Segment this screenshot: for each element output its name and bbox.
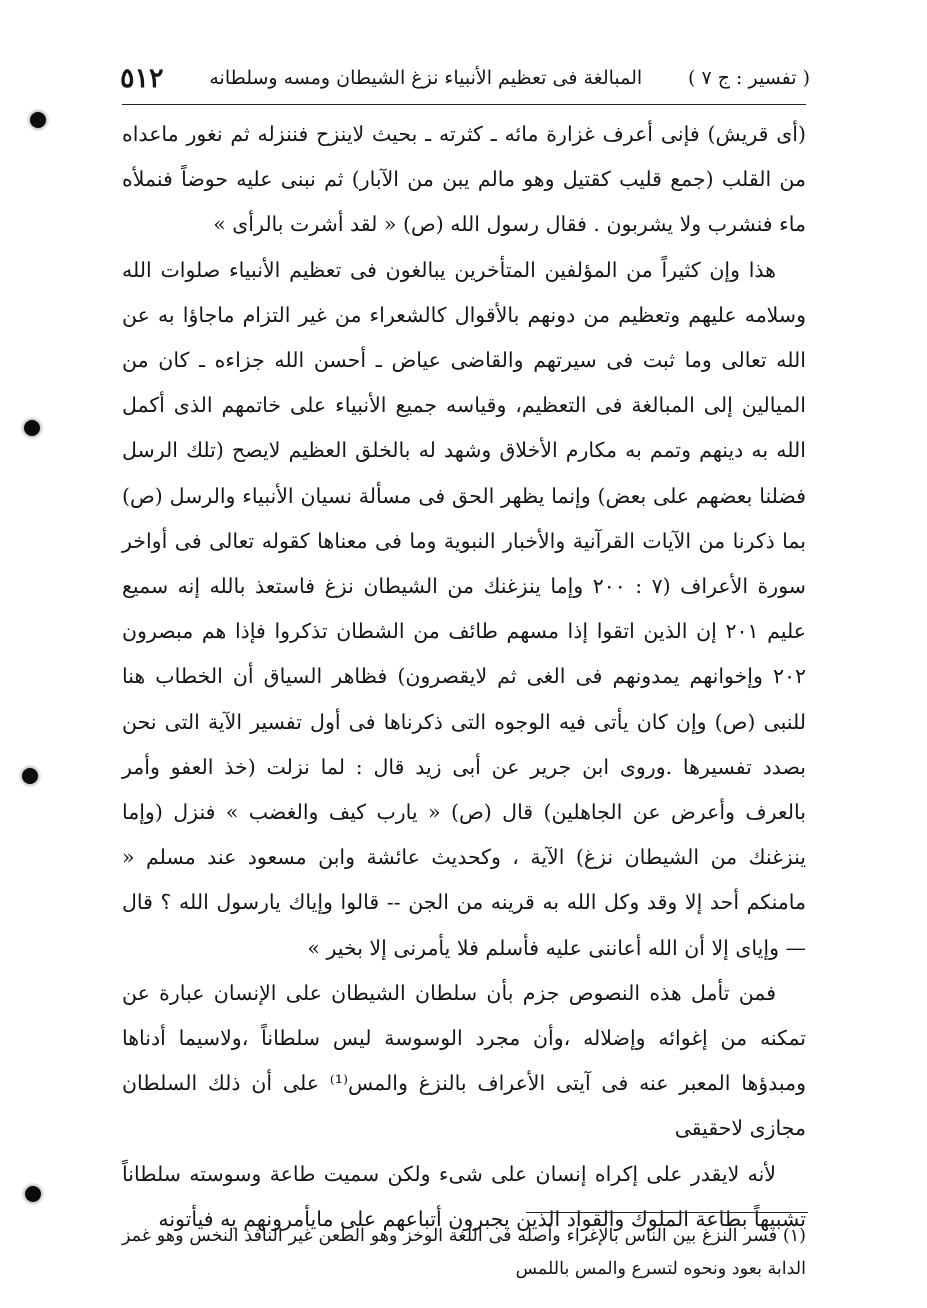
binding-hole-mark [25,1186,41,1202]
running-header [120,58,810,98]
main-text [122,112,806,1242]
page-number: ٥١٢ [120,62,164,94]
footnote: (١) فسر النزغ بين الناس بالإغراء وأصله فى اللغة الوخز وهو الطعن غير النافذ النخس وهو غمز الدابة بعود ونحوه لتسرع والمس باللمس [122,1226,806,1279]
paragraph-2: هذا وإن كثيراً من المؤلفين المتأخرين يبالغون فى تعظيم الأنبياء صلوات الله وسلامه عليهم وتعظيم من دونهم بالأقوال كالشعراء من غير التزام ماجاؤا به عن الله تعالى وما ثبت فى سيرتهم والقاضى عياض ـ أحسن الله جزاءه ـ كان من الميالين إلى المبالغة فى التعظيم، وقياسه جميع الأنبياء على خاتمهم الذى أكمل الله به دينهم وتمم به مكارم الأخلاق وشهد له بالخلق العظيم لايصح (تلك الرسل فضلنا بعضهم على بعض) وإنما يظهر الحق فى مسألة نسيان الأنبياء والرسل (ص) بما ذكرنا من الآيات القرآنية والأخبار النبوية وما فى معناها كقوله تعالى فى أواخر سورة الأعراف (٧ : ٢٠٠ وإما ينزغنك من الشيطان نزغ فاستعذ بالله إنه سميع عليم ٢٠١ إن الذين اتقوا إذا مسهم طائف من الشطان تذكروا فإذا هم مبصرون ٢٠٢ وإخوانهم يمدونهم فى الغى ثم لايقصرون) فظاهر السياق أن الخطاب هنا للنبى (ص) وإن كان يأتى فيه الوجوه التى ذكرناها فى أول تفسير الآية التى نحن بصدد تفسيرها .وروى ابن جرير عن أبى زيد قال : لما نزلت (خذ العفو وأمر بالعرف وأعرض عن الجاهلين) قال (ص) « يارب كيف والغضب » فنزل (وإما ينزغنك من الشيطان نزغ) الآية ، وكحديث عائشة وابن مسعود عند مسلم « مامنكم أحد إلا وقد وكل الله به قرينه من الجن -- قالوا وإياك يارسول الله ؟ قال — وإياى إلا أن الله أعاننى عليه فأسلم فلا يأمرنى إلا بخير » [122,257,807,960]
paragraph-4: لأنه لايقدر على إكراه إنسان على شىء ولكن سميت طاعة وسوسته سلطاناً تشبيهاً بطاعة الملوك والقواد الذين يجبرون أتباعهم على مايأمرونهم به فيأتونه [122,1161,806,1231]
binding-hole-mark [24,420,40,436]
header-title: المبالغة فى تعظيم الأنبياء نزغ الشيطان ومسه وسلطانه [209,67,643,89]
binding-hole-mark [22,768,38,784]
footnote-rule [526,1212,808,1213]
header-rule [122,104,806,105]
binding-hole-mark [30,112,46,128]
header-source: ( تفسير : ج ٧ ) [688,67,810,89]
paragraph-3: فمن تأمل هذه النصوص جزم بأن سلطان الشيطان على الإنسان عبارة عن تمكنه من إغوائه وإضلاله ،وأن مجرد الوسوسة ليس سلطاناً ،ولاسيما أدناها ومبدؤها المعبر عنه فى آيتى الأعراف بالنزغ والمس⁽¹⁾ على أن ذلك السلطان مجازى لاحقيقى [122,980,806,1141]
paragraph-1: (أى قريش) فإنى أعرف غزارة مائه ـ كثرته ـ بحيث لاينزح فننزله ثم نغور ماعداه من القلب (جمع قليب كقتيل وهو مالم يبن من الآبار) ثم نبنى عليه حوضاً فنملأه ماء فنشرب ولا يشربون . فقال رسول الله (ص) « لقد أشرت بالرأى » [122,122,806,237]
